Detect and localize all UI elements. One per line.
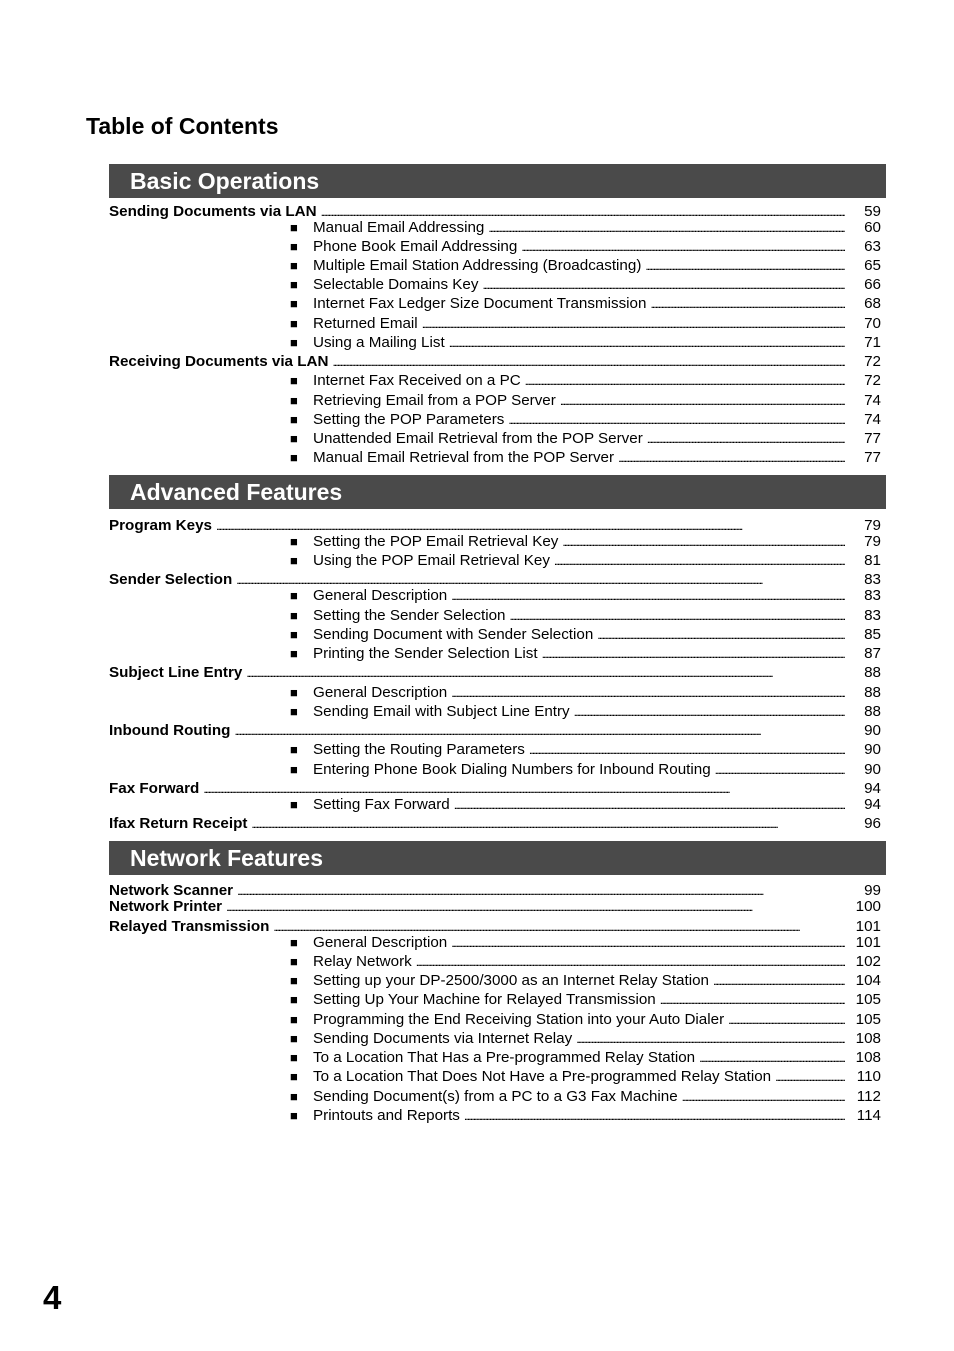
toc-subentry[interactable] [290, 1067, 881, 1086]
toc-entry-page: 105 [855, 991, 881, 1008]
square-bullet-icon: ■ [290, 335, 298, 350]
square-bullet-icon: ■ [290, 646, 298, 661]
square-bullet-icon: ■ [290, 704, 298, 719]
toc-subentry[interactable] [290, 275, 881, 294]
toc-entry-page: 85 [864, 626, 881, 643]
square-bullet-icon: ■ [290, 1089, 298, 1104]
toc-subentry[interactable] [290, 1029, 881, 1048]
toc-entry-page: 94 [864, 796, 881, 813]
toc-entry-label: Program Keys [109, 517, 212, 534]
square-bullet-icon: ■ [290, 588, 298, 603]
toc-entry[interactable] [109, 897, 881, 916]
dot-leader [246, 663, 845, 683]
toc-entry-label: Network Printer [109, 898, 223, 915]
dot-leader [645, 256, 845, 276]
toc-subentry[interactable] [290, 644, 881, 663]
toc-subentry[interactable] [290, 1106, 881, 1125]
toc-entry-label: Sending Email with Subject Line Entry [313, 703, 570, 720]
toc-entry-label: To a Location That Has a Pre-programmed Relay Station [313, 1049, 696, 1066]
dot-leader [542, 644, 845, 664]
square-bullet-icon: ■ [290, 1069, 298, 1084]
toc-entry-page: 70 [864, 315, 881, 332]
toc-entry-page: 112 [856, 1088, 881, 1105]
toc-entry-label: Inbound Routing [109, 722, 231, 739]
square-bullet-icon: ■ [290, 258, 298, 273]
toc-subentry[interactable] [290, 532, 881, 551]
toc-subentry[interactable] [290, 971, 881, 990]
toc-subentry[interactable] [290, 1010, 881, 1029]
square-bullet-icon: ■ [290, 797, 298, 812]
square-bullet-icon: ■ [290, 220, 298, 235]
square-bullet-icon: ■ [290, 553, 298, 568]
dot-leader [775, 1067, 845, 1087]
dot-leader [597, 625, 845, 645]
toc-entry-label: Sending Document(s) from a PC to a G3 Fax Machine [313, 1088, 678, 1105]
toc-subentry[interactable] [290, 371, 881, 390]
toc-entry-label: Receiving Documents via LAN [109, 353, 329, 370]
dot-leader [451, 586, 845, 606]
toc-entry-label: Using a Mailing List [313, 334, 445, 351]
toc-entry-label: General Description [313, 587, 448, 604]
toc-subentry[interactable] [290, 606, 881, 625]
toc-entry-page: 71 [864, 334, 881, 351]
toc-entry-label: Manual Email Addressing [313, 219, 485, 236]
toc-entry-page: 59 [864, 203, 881, 220]
page-number: 4 [43, 1279, 62, 1316]
toc-entry-label: Setting up your DP-2500/3000 as an Internet Relay Station [313, 972, 709, 989]
section-header: Advanced Features [109, 475, 886, 509]
toc-entry-label: General Description [313, 684, 448, 701]
toc-entry-page: 114 [856, 1107, 881, 1124]
toc-entry-page: 72 [864, 353, 881, 370]
toc-entry-label: Printing the Sender Selection List [313, 645, 538, 662]
toc-entry-page: 83 [864, 571, 881, 588]
toc-entry-label: Relayed Transmission [109, 918, 270, 935]
toc-entry-page: 87 [864, 645, 881, 662]
toc-subentry[interactable] [290, 702, 881, 721]
toc-subentry[interactable] [290, 586, 881, 605]
toc-entry-label: Relay Network [313, 953, 412, 970]
toc-entry-page: 79 [864, 517, 881, 534]
toc-entry-label: Sender Selection [109, 571, 233, 588]
page-title: Table of Contents [86, 113, 279, 139]
toc-entry-page: 96 [864, 815, 881, 832]
toc-entry-page: 77 [864, 449, 881, 466]
toc-entry-page: 102 [855, 953, 881, 970]
toc-entry-page: 81 [864, 552, 881, 569]
toc-entry-label: Sending Document with Sender Selection [313, 626, 594, 643]
square-bullet-icon: ■ [290, 992, 298, 1007]
toc-entry-page: 72 [864, 372, 881, 389]
toc-subentry[interactable] [290, 683, 881, 702]
toc-entry-page: 63 [864, 238, 881, 255]
toc-entry-page: 108 [855, 1030, 881, 1047]
toc-entry-label: Setting the Sender Selection [313, 607, 506, 624]
dot-leader [226, 897, 845, 917]
dot-leader [422, 314, 845, 334]
square-bullet-icon: ■ [290, 277, 298, 292]
square-bullet-icon: ■ [290, 1012, 298, 1027]
toc-entry-label: Entering Phone Book Dialing Numbers for Inbound Routing [313, 761, 711, 778]
toc-entry-label: Phone Book Email Addressing [313, 238, 518, 255]
toc-subentry[interactable] [290, 1087, 881, 1106]
dot-leader [488, 218, 845, 238]
toc-entry-page: 94 [864, 780, 881, 797]
toc-subentry[interactable] [290, 429, 881, 448]
dot-leader [451, 933, 845, 953]
toc-subentry[interactable] [290, 333, 881, 352]
dot-leader [660, 990, 845, 1010]
square-bullet-icon: ■ [290, 762, 298, 777]
dot-leader [682, 1087, 845, 1107]
square-bullet-icon: ■ [290, 431, 298, 446]
dot-leader [482, 275, 845, 295]
toc-entry-label: Multiple Email Station Addressing (Broadcasting) [313, 257, 642, 274]
toc-entry-page: 101 [855, 934, 881, 951]
toc-entry-label: To a Location That Does Not Have a Pre-programmed Relay Station [313, 1068, 772, 1085]
toc-entry-label: Setting the POP Parameters [313, 411, 505, 428]
toc-entry-label: Ifax Return Receipt [109, 815, 248, 832]
toc-subentry[interactable] [290, 218, 881, 237]
square-bullet-icon: ■ [290, 1050, 298, 1065]
dot-leader [510, 606, 845, 626]
dot-leader [728, 1010, 845, 1030]
dot-leader [713, 971, 845, 991]
toc-subentry[interactable] [290, 551, 881, 570]
square-bullet-icon: ■ [290, 534, 298, 549]
toc-subentry[interactable] [290, 990, 881, 1009]
section-header: Basic Operations [109, 164, 886, 198]
toc-entry-page: 108 [855, 1049, 881, 1066]
toc-subentry[interactable] [290, 237, 881, 256]
square-bullet-icon: ■ [290, 685, 298, 700]
toc-entry-page: 66 [864, 276, 881, 293]
toc-entry-label: Using the POP Email Retrieval Key [313, 552, 550, 569]
toc-entry-label: Sending Documents via LAN [109, 203, 317, 220]
toc-entry-page: 90 [864, 741, 881, 758]
square-bullet-icon: ■ [290, 608, 298, 623]
toc-subentry[interactable] [290, 625, 881, 644]
dot-leader [529, 740, 845, 760]
square-bullet-icon: ■ [290, 316, 298, 331]
toc-entry-page: 74 [864, 411, 881, 428]
dot-leader [521, 237, 845, 257]
dot-leader [454, 795, 845, 815]
toc-entry-label: Internet Fax Ledger Size Document Transmission [313, 295, 647, 312]
toc-entry-page: 79 [864, 533, 881, 550]
toc-subentry[interactable] [290, 256, 881, 275]
toc-entry-page: 77 [864, 430, 881, 447]
toc-entry-label: Programming the End Receiving Station into your Auto Dialer [313, 1011, 725, 1028]
square-bullet-icon: ■ [290, 1031, 298, 1046]
toc-entry[interactable] [109, 663, 881, 682]
dot-leader [464, 1106, 845, 1126]
toc-entry-label: Retrieving Email from a POP Server [313, 392, 556, 409]
toc-entry-page: 83 [864, 587, 881, 604]
toc-entry-label: General Description [313, 934, 448, 951]
dot-leader [562, 532, 845, 552]
toc-subentry[interactable] [290, 933, 881, 952]
toc-subentry[interactable] [290, 952, 881, 971]
dot-leader [251, 814, 845, 834]
dot-leader [618, 448, 845, 468]
toc-entry-label: Setting Fax Forward [313, 796, 450, 813]
square-bullet-icon: ■ [290, 742, 298, 757]
toc-entry-label: Printouts and Reports [313, 1107, 460, 1124]
square-bullet-icon: ■ [290, 296, 298, 311]
toc-subentry[interactable] [290, 448, 881, 467]
toc-subentry[interactable] [290, 1048, 881, 1067]
dot-leader [699, 1048, 845, 1068]
toc-entry-page: 90 [864, 761, 881, 778]
toc-entry-page: 68 [864, 295, 881, 312]
dot-leader [574, 702, 845, 722]
toc-subentry[interactable] [290, 294, 881, 313]
dot-leader [234, 721, 845, 741]
toc-entry-page: 60 [864, 219, 881, 236]
toc-entry-page: 101 [855, 918, 881, 935]
toc-entry-label: Selectable Domains Key [313, 276, 479, 293]
toc-entry-page: 65 [864, 257, 881, 274]
toc-entry-page: 110 [856, 1068, 881, 1085]
toc-entry-label: Internet Fax Received on a PC [313, 372, 521, 389]
toc-entry[interactable] [109, 721, 881, 740]
toc-subentry[interactable] [290, 391, 881, 410]
toc-subentry[interactable] [290, 314, 881, 333]
toc-subentry[interactable] [290, 795, 881, 814]
square-bullet-icon: ■ [290, 1108, 298, 1123]
square-bullet-icon: ■ [290, 412, 298, 427]
section-header: Network Features [109, 841, 886, 875]
square-bullet-icon: ■ [290, 239, 298, 254]
dot-leader [560, 391, 845, 411]
toc-entry-label: Fax Forward [109, 780, 200, 797]
square-bullet-icon: ■ [290, 935, 298, 950]
toc-entry-label: Setting Up Your Machine for Relayed Transmission [313, 991, 656, 1008]
square-bullet-icon: ■ [290, 627, 298, 642]
dot-leader [525, 371, 845, 391]
toc-entry-label: Returned Email [313, 315, 418, 332]
toc-entry-page: 88 [864, 664, 881, 681]
toc-entry[interactable] [109, 814, 881, 833]
toc-entry-page: 83 [864, 607, 881, 624]
toc-subentry[interactable] [290, 760, 881, 779]
toc-entry-label: Setting the POP Email Retrieval Key [313, 533, 559, 550]
square-bullet-icon: ■ [290, 973, 298, 988]
toc-entry-label: Setting the Routing Parameters [313, 741, 525, 758]
square-bullet-icon: ■ [290, 954, 298, 969]
dot-leader [576, 1029, 845, 1049]
dot-leader [508, 410, 845, 430]
toc-entry-page: 105 [855, 1011, 881, 1028]
toc-entry-page: 104 [855, 972, 881, 989]
dot-leader [332, 352, 845, 372]
dot-leader [715, 760, 845, 780]
dot-leader [554, 551, 845, 571]
square-bullet-icon: ■ [290, 393, 298, 408]
dot-leader [451, 683, 845, 703]
toc-entry-page: 88 [864, 684, 881, 701]
toc-entry-page: 100 [855, 898, 881, 915]
toc-entry-label: Unattended Email Retrieval from the POP Server [313, 430, 643, 447]
toc-subentry[interactable] [290, 410, 881, 429]
dot-leader [647, 429, 845, 449]
square-bullet-icon: ■ [290, 373, 298, 388]
square-bullet-icon: ■ [290, 450, 298, 465]
dot-leader [650, 294, 845, 314]
toc-entry-page: 99 [864, 882, 881, 899]
toc-entry-label: Network Scanner [109, 882, 234, 899]
dot-leader [416, 952, 845, 972]
toc-entry-label: Sending Documents via Internet Relay [313, 1030, 573, 1047]
toc-entry[interactable] [109, 352, 881, 371]
toc-entry-label: Manual Email Retrieval from the POP Server [313, 449, 615, 466]
toc-entry-page: 74 [864, 392, 881, 409]
toc-entry-page: 88 [864, 703, 881, 720]
toc-entry-page: 90 [864, 722, 881, 739]
toc-entry-label: Subject Line Entry [109, 664, 243, 681]
dot-leader [449, 333, 845, 353]
toc-subentry[interactable] [290, 740, 881, 759]
